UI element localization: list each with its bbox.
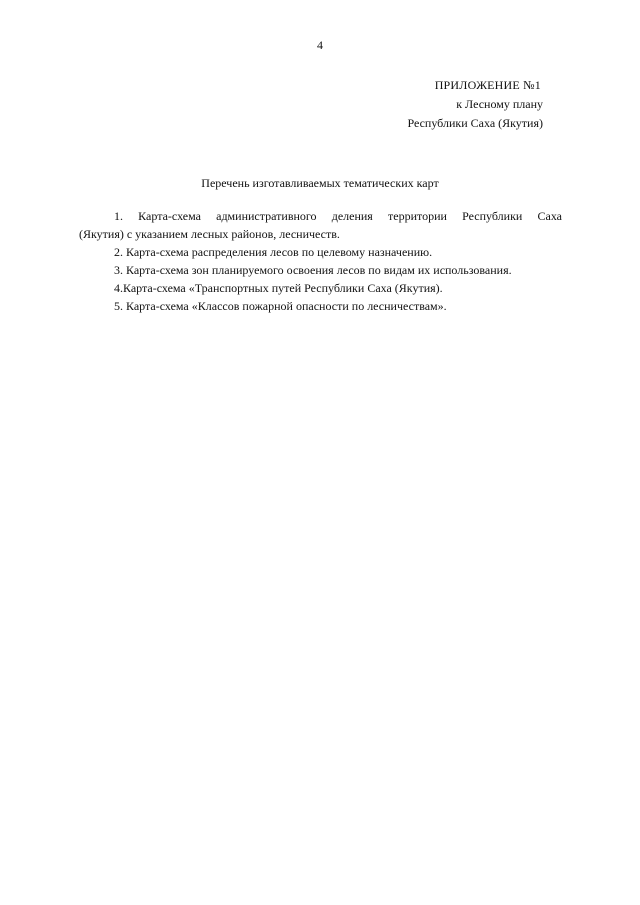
list-item xyxy=(79,246,562,264)
appendix-republic: Республики Саха (Якутия) xyxy=(407,116,543,130)
list-item-text: 2. Карта-схема распределения лесов по целевому назначению. xyxy=(114,245,433,259)
list-item xyxy=(79,210,562,228)
document-title: Перечень изготавливаемых тематических карт xyxy=(201,176,439,190)
list-item xyxy=(79,300,562,318)
list-item xyxy=(79,264,562,282)
list-item xyxy=(79,282,562,300)
list-item-text: (Якутия) с указанием лесных районов, лесничеств. xyxy=(79,227,340,241)
appendix-subheading: к Лесному плану xyxy=(456,97,543,111)
list-item-text: 4.Карта-схема «Транспортных путей Республики Саха (Якутия). xyxy=(114,281,443,295)
list-item-text: 1. Карта-схема административного деления территории Республики Саха xyxy=(114,209,562,223)
list-item-continuation xyxy=(79,228,562,246)
list-item-text: 3. Карта-схема зон планируемого освоения лесов по видам их использования. xyxy=(114,263,512,277)
list-item-text: 5. Карта-схема «Классов пожарной опасности по лесничествам». xyxy=(114,299,447,313)
appendix-heading: ПРИЛОЖЕНИЕ №1 xyxy=(434,78,541,92)
maps-list xyxy=(79,210,562,318)
page-number: 4 xyxy=(317,38,323,52)
